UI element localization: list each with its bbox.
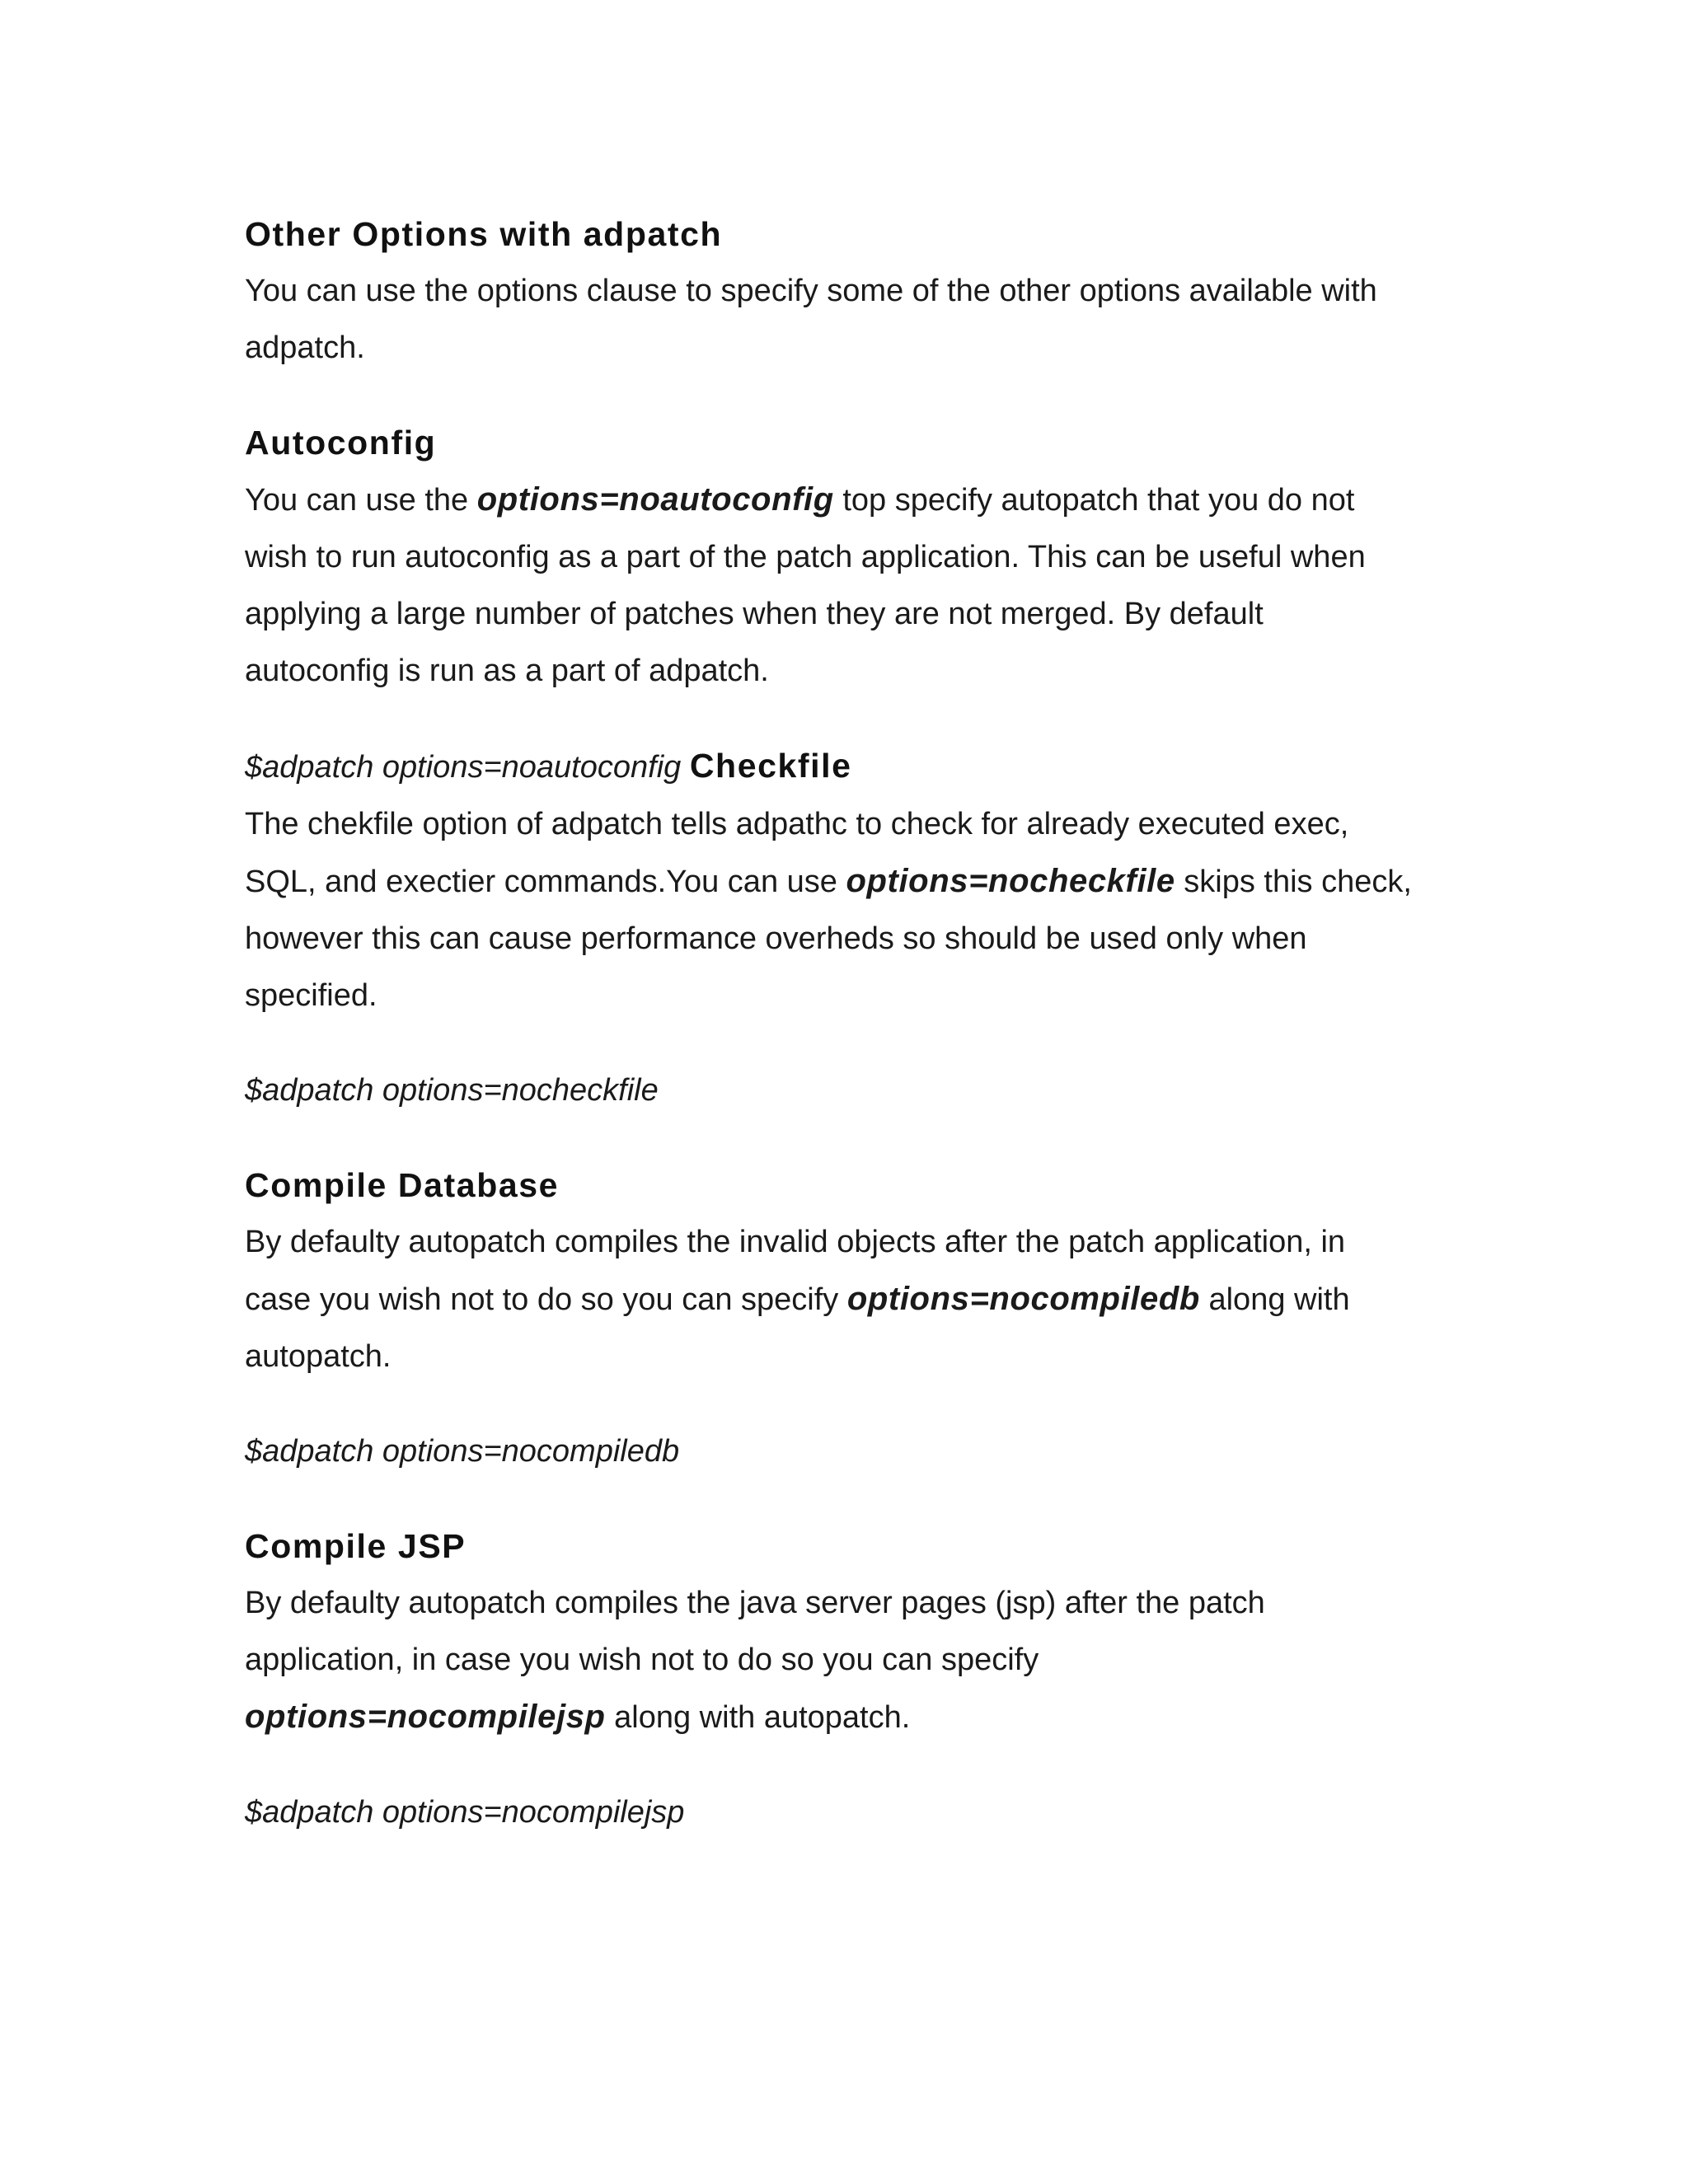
checkfile-text-post: skips this check, however this can cause performance overheds so should be used only when specified. — [245, 865, 1412, 1013]
section-heading-autoconfig: Autoconfig — [245, 424, 437, 462]
compile-jsp-paragraph — [245, 1575, 1382, 1746]
compile-database-option: options=nocompiledb — [846, 1281, 1200, 1317]
autoconfig-option: options=noautoconfig — [476, 481, 834, 518]
document-page — [245, 206, 1448, 1841]
section-heading-compile-jsp: Compile JSP — [245, 1527, 467, 1565]
section-heading-compile-database: Compile Database — [245, 1166, 560, 1204]
other-options-paragraph: You can use the options clause to specify some of the other options available with adpatch. — [245, 274, 1377, 365]
section-heading-other-options: Other Options with adpatch — [245, 215, 723, 253]
checkfile-option: options=nocheckfile — [846, 863, 1175, 899]
compile-database-paragraph — [245, 1214, 1415, 1385]
compile-database-text-pre: By defaulty autopatch compiles the invalid objects after the patch application, in case you wish not to do so you can specify — [245, 1225, 1346, 1317]
checkfile-command: $adpatch options=nocheckfile — [245, 1073, 659, 1108]
autoconfig-command-line — [245, 738, 1448, 796]
autoconfig-command: $adpatch options=noautoconfig — [245, 750, 682, 785]
compile-database-command: $adpatch options=nocompiledb — [245, 1434, 680, 1469]
compile-database-text-post: along with autopatch. — [245, 1282, 1350, 1374]
section-heading-checkfile: Checkfile — [689, 747, 852, 785]
autoconfig-paragraph — [245, 471, 1415, 700]
checkfile-paragraph — [245, 796, 1415, 1024]
compile-jsp-text-post: along with autopatch. — [605, 1700, 911, 1735]
checkfile-text-pre: The chekfile option of adpatch tells adpathc to check for already executed exec, SQL, and exectier commands.You can use — [245, 807, 1349, 899]
compile-jsp-text-pre: By defaulty autopatch compiles the java server pages (jsp) after the patch application, in case you wish not to do so you can specify — [245, 1586, 1265, 1677]
compile-jsp-option: options=nocompilejsp — [245, 1699, 606, 1735]
compile-jsp-command: $adpatch options=nocompilejsp — [245, 1795, 685, 1830]
autoconfig-text-post: top specify autopatch that you do not wish to run autoconfig as a part of the patch application. This can be useful when applying a large number of patches when they are not merged. By default autoconfig is run as a part of adpatch. — [245, 483, 1366, 688]
autoconfig-text-pre: You can use the — [245, 483, 477, 518]
